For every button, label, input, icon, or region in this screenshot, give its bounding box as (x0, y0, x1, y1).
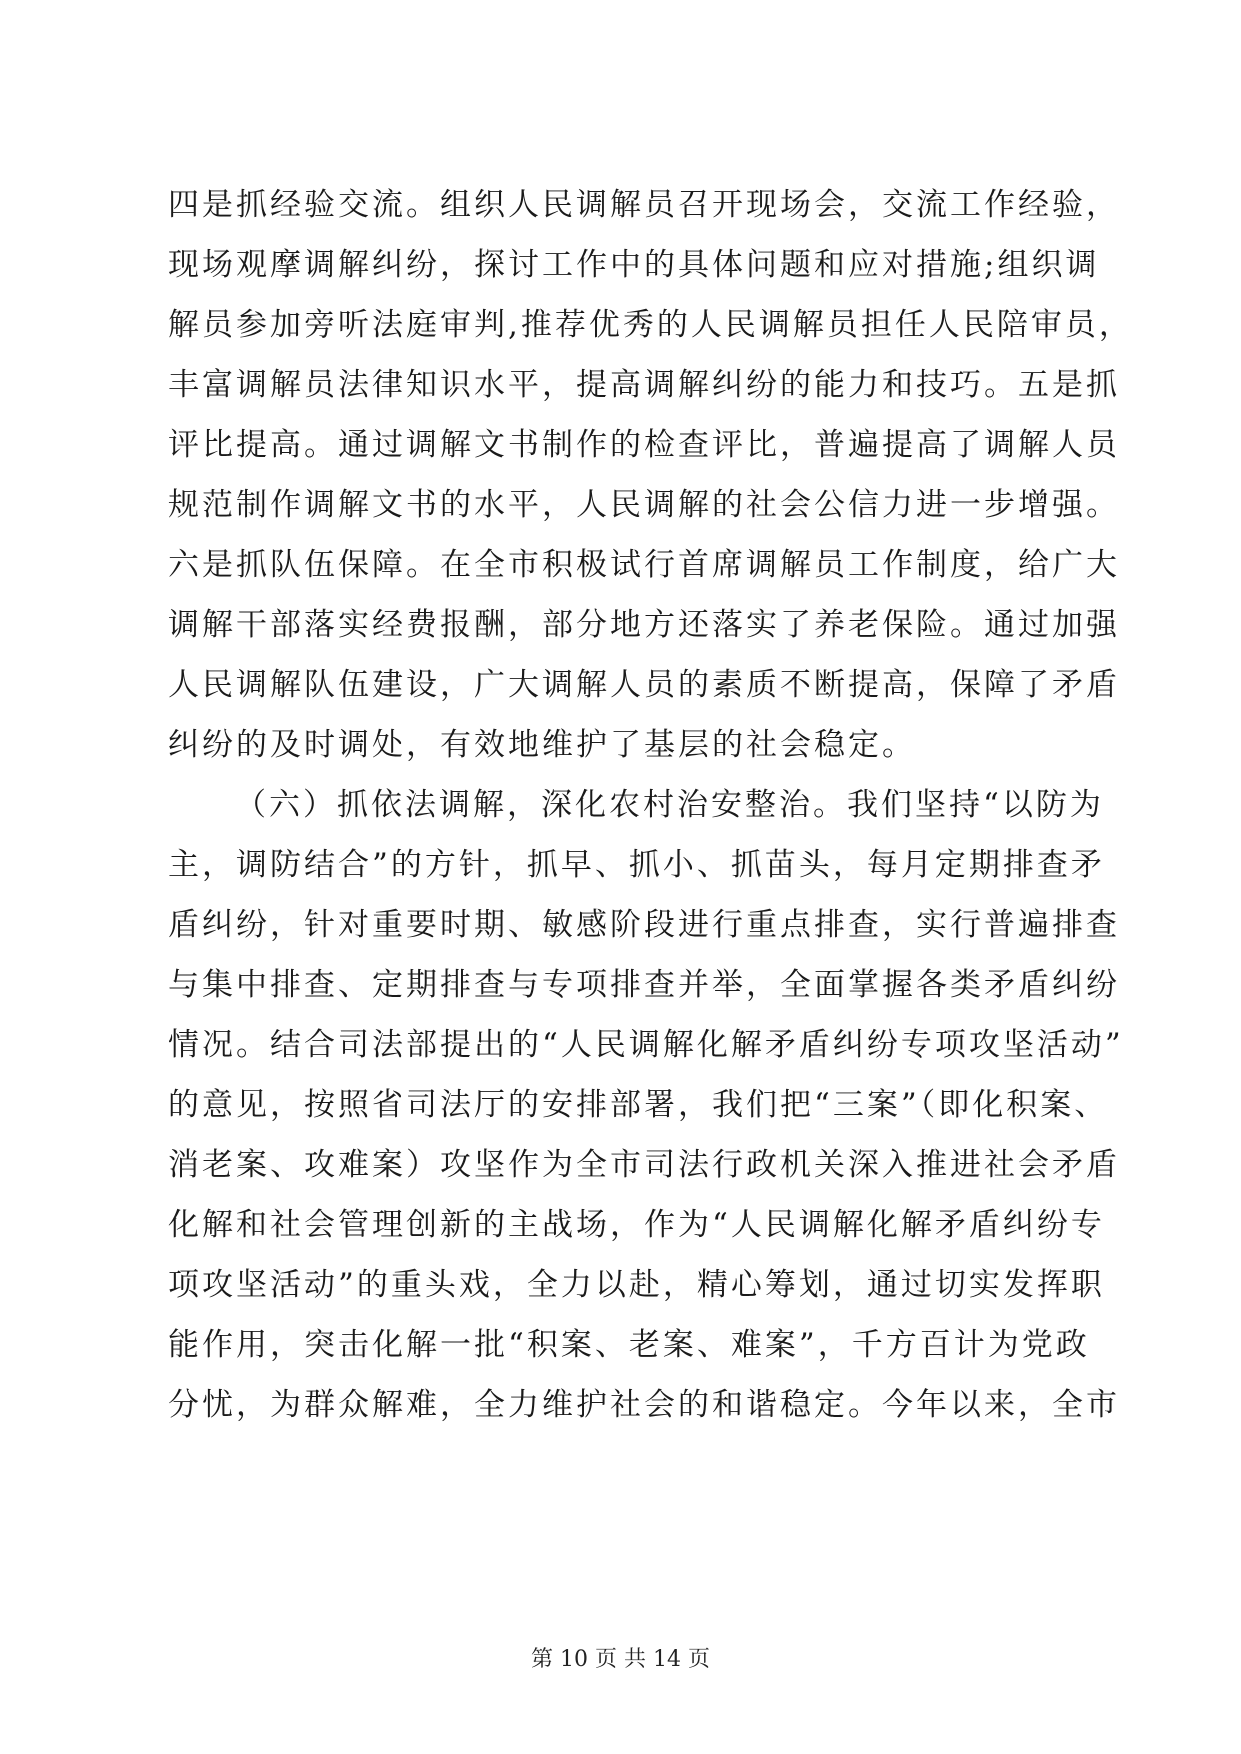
text-line-12: 主，调防结合”的方针，抓早、抓小、抓苗头，每月定期排查矛 (168, 847, 1105, 883)
text-line-19: 项攻坚活动”的重头戏，全力以赴，精心筹划，通过切实发挥职 (168, 1267, 1105, 1303)
text-line-16: 的意见，按照省司法厅的安排部署，我们把“三案”（即化积案、 (168, 1087, 1109, 1123)
text-line-13: 盾纠纷，针对重要时期、敏感阶段进行重点排查，实行普遍排查 (168, 907, 1120, 943)
text-line-21: 分忧，为群众解难，全力维护社会的和谐稳定。今年以来，全市 (168, 1387, 1120, 1423)
text-line-1: 四是抓经验交流。组织人民调解员召开现场会，交流工作经验， (168, 187, 1120, 223)
text-line-9: 人民调解队伍建设，广大调解人员的素质不断提高，保障了矛盾 (168, 667, 1120, 703)
text-line-18: 化解和社会管理创新的主战场，作为“人民调解化解矛盾纠纷专 (168, 1207, 1105, 1243)
text-line-15: 情况。结合司法部提出的“人民调解化解矛盾纠纷专项攻坚活动” (168, 1027, 1124, 1063)
text-line-10: 纠纷的及时调处，有效地维护了基层的社会稳定。 (168, 727, 916, 763)
text-line-2: 现场观摩调解纠纷，探讨工作中的具体问题和应对措施;组织调 (168, 247, 1100, 283)
text-line-4: 丰富调解员法律知识水平，提高调解纠纷的能力和技巧。五是抓 (168, 367, 1120, 403)
text-line-8: 调解干部落实经费报酬，部分地方还落实了养老保险。通过加强 (168, 607, 1120, 643)
page-number-footer: 第 10 页 共 14 页 (531, 1647, 710, 1672)
text-line-7: 六是抓队伍保障。在全市积极试行首席调解员工作制度，给广大 (168, 547, 1120, 583)
text-line-3: 解员参加旁听法庭审判,推荐优秀的人民调解员担任人民陪审员， (168, 307, 1133, 343)
text-line-14: 与集中排查、定期排查与专项排查并举，全面掌握各类矛盾纠纷 (168, 967, 1120, 1003)
paragraph-6-first-line: （六）抓依法调解，深化农村治安整治。我们坚持“以防为 (235, 787, 1104, 823)
text-line-17: 消老案、攻难案）攻坚作为全市司法行政机关深入推进社会矛盾 (168, 1147, 1120, 1183)
text-line-6: 规范制作调解文书的水平，人民调解的社会公信力进一步增强。 (168, 487, 1120, 523)
text-line-5: 评比提高。通过调解文书制作的检查评比，普遍提高了调解人员 (168, 427, 1120, 463)
text-line-20: 能作用，突击化解一批“积案、老案、难案”，千方百计为党政 (168, 1327, 1090, 1363)
